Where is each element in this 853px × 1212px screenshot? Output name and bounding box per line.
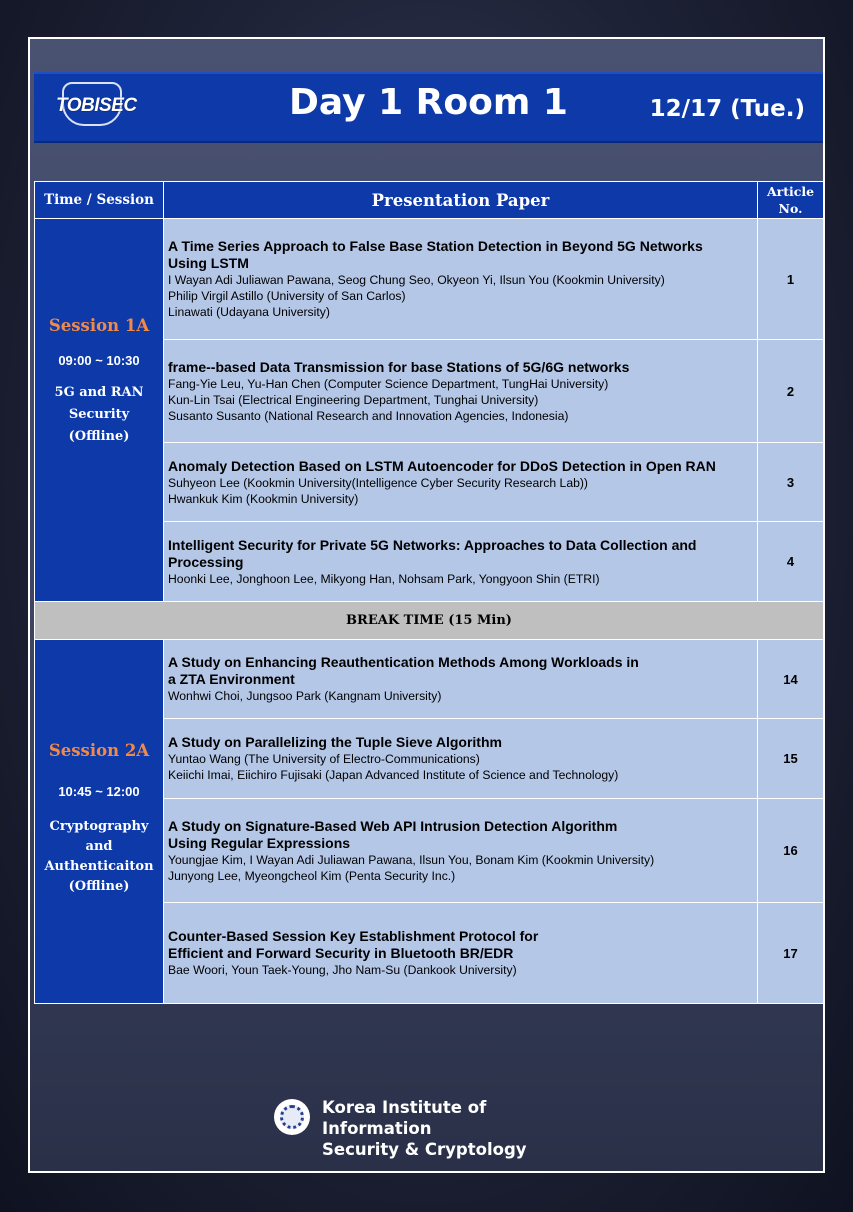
article-number: 1 — [758, 219, 824, 340]
column-header-time: Time / Session — [35, 182, 164, 219]
paper-cell — [164, 719, 758, 799]
logo-text: TOBISEC — [56, 95, 137, 116]
session-topic-line: (Offline) — [68, 879, 130, 894]
paper-cell — [164, 219, 758, 340]
article-number: 2 — [758, 340, 824, 443]
column-header-article — [758, 182, 824, 219]
paper-cell — [164, 903, 758, 1004]
session-topic-line: Authenticaiton — [44, 859, 154, 874]
session-topic-line: Cryptography — [49, 819, 149, 834]
paper-title: frame--based Data Transmission for base Stations of 5G/6G networks — [168, 358, 630, 375]
paper-authors: Fang-Yie Leu, Yu-Han Chen (Computer Science Department, TungHai University) Kun-Lin Tsai (Electrical Engineering Department, Tunghai University) Susanto Susanto (National Research and Innovation Agencies, Indonesia) — [168, 376, 609, 423]
session-1a-cell — [35, 219, 164, 602]
session-time: 10:45 ~ 12:00 — [58, 784, 140, 799]
session-name: Session 1A — [48, 316, 150, 335]
break-row — [35, 602, 824, 640]
paper-cell — [164, 640, 758, 719]
session-topic-line: 5G and RAN — [54, 385, 144, 400]
table-row — [35, 219, 824, 340]
kiisc-emblem-icon — [274, 1099, 310, 1135]
paper-cell — [164, 799, 758, 903]
organizer-footer — [270, 1095, 590, 1159]
header-banner — [34, 72, 823, 143]
paper-title: A Study on Enhancing Reauthentication Methods Among Workloads in a ZTA Environment — [168, 654, 639, 687]
paper-authors: Hoonki Lee, Jonghoon Lee, Mikyong Han, Nohsam Park, Yongyoon Shin (ETRI) — [168, 571, 600, 586]
article-number: 17 — [758, 903, 824, 1004]
article-number: 15 — [758, 719, 824, 799]
paper-title: Intelligent Security for Private 5G Networks: Approaches to Data Collection and Processing — [168, 536, 697, 570]
session-time: 09:00 ~ 10:30 — [58, 353, 140, 368]
article-no-label: No. — [778, 201, 803, 216]
paper-authors: Youngjae Kim, I Wayan Adi Juliawan Pawana, Ilsun You, Bonam Kim (Kookmin University) Junyong Lee, Myeongcheol Kim (Penta Security Inc.) — [168, 852, 655, 883]
session-topic-line: and — [85, 839, 113, 854]
article-number: 4 — [758, 522, 824, 602]
column-header-paper: Presentation Paper — [164, 182, 758, 219]
schedule-poster — [28, 37, 825, 1173]
paper-title: A Study on Parallelizing the Tuple Sieve Algorithm — [168, 734, 502, 750]
paper-cell — [164, 522, 758, 602]
paper-title: A Study on Signature-Based Web API Intrusion Detection Algorithm Using Regular Expressions — [168, 817, 618, 851]
paper-authors: Bae Woori, Youn Taek-Young, Jho Nam-Su (Dankook University) — [168, 963, 517, 977]
session-topic-line: (Offline) — [68, 429, 130, 444]
paper-authors: Wonhwi Choi, Jungsoo Park (Kangnam University) — [168, 689, 442, 703]
paper-title: Counter-Based Session Key Establishment Protocol for Efficient and Forward Security in Bluetooth BR/EDR — [168, 928, 539, 961]
table-row — [35, 640, 824, 719]
paper-authors: Yuntao Wang (The University of Electro-Communications) Keiichi Imai, Eiichiro Fujisaki (Japan Advanced Institute of Science and Technology) — [168, 752, 619, 782]
schedule-table — [34, 181, 824, 1004]
paper-cell — [164, 340, 758, 443]
organizer-name: Korea Institute of Information Security & Cryptology — [322, 1098, 527, 1159]
paper-authors: Suhyeon Lee (Kookmin University(Intelligence Cyber Security Research Lab)) Hwankuk Kim (Kookmin University) — [168, 475, 588, 506]
session-name: Session 2A — [48, 741, 150, 760]
table-header-row — [35, 182, 824, 219]
paper-cell — [164, 443, 758, 522]
session-topic-line: Security — [68, 407, 130, 422]
paper-title: A Time Series Approach to False Base Station Detection in Beyond 5G Networks Using LSTM — [168, 238, 703, 271]
event-date: 12/17 (Tue.) — [649, 96, 805, 122]
paper-title: Anomaly Detection Based on LSTM Autoencoder for DDoS Detection in Open RAN — [168, 457, 716, 474]
page-title: Day 1 Room 1 — [289, 82, 568, 123]
session-2a-cell — [35, 640, 164, 1004]
break-time-label: BREAK TIME (15 Min) — [35, 602, 824, 640]
paper-authors: I Wayan Adi Juliawan Pawana, Seog Chung Seo, Okyeon Yi, Ilsun You (Kookmin University) Philip Virgil Astillo (University of San Carlos) Linawati (Udayana University) — [168, 273, 665, 319]
article-number: 3 — [758, 443, 824, 522]
article-label: Article — [766, 184, 815, 199]
article-number: 16 — [758, 799, 824, 903]
article-number: 14 — [758, 640, 824, 719]
